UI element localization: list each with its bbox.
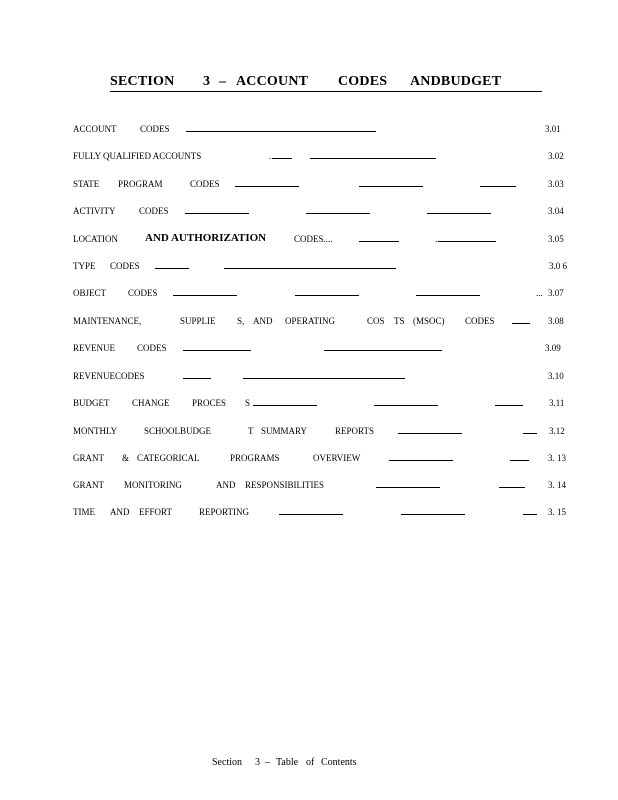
- footer-word: Section: [212, 757, 242, 768]
- leader-line: [324, 350, 442, 351]
- toc-entry-word: LOCATION: [73, 234, 118, 244]
- leader-line: [510, 460, 529, 461]
- footer-word: Contents: [321, 757, 357, 768]
- toc-page-number: 3.02: [548, 151, 564, 161]
- toc-entry-word: ACTIVITY: [73, 206, 116, 216]
- leader-line: [398, 433, 462, 434]
- leader-line: [376, 487, 440, 488]
- toc-entry-word: T: [248, 426, 254, 436]
- toc-entry-word: CODES....: [294, 234, 333, 244]
- toc-entry-word: GRANT: [73, 453, 104, 463]
- leader-line: [306, 213, 370, 214]
- toc-entry-word: OVERVIEW: [313, 453, 361, 463]
- toc-entry-word: COS: [367, 316, 385, 326]
- toc-page-number: 3.07: [548, 288, 564, 298]
- footer-word: Table: [276, 757, 299, 768]
- footer-word: of: [306, 757, 315, 768]
- toc-entry-word: OPERATING: [285, 316, 336, 326]
- toc-entry-word: SCHOOLBUDGE: [144, 426, 212, 436]
- toc-entry[interactable]: [73, 371, 573, 385]
- toc-entry-word: AND: [110, 507, 130, 517]
- leader-line: [512, 323, 530, 324]
- leader-line: [243, 378, 405, 379]
- toc-entry-word: (MSOC): [413, 316, 445, 326]
- toc-entry-word: CODES: [140, 124, 170, 134]
- toc-entry-word: REVENUE: [73, 343, 115, 353]
- toc-page-number: 3.03: [548, 179, 564, 189]
- title-word: ANDBUDGET: [410, 74, 502, 89]
- toc-entry-word: REPORTS: [335, 426, 374, 436]
- title-word: SECTION: [110, 74, 175, 89]
- toc-entry-word: SUPPLIE: [180, 316, 216, 326]
- toc-entry[interactable]: [73, 480, 573, 494]
- leader-line: [438, 241, 496, 242]
- toc-entry-word: .: [269, 151, 272, 161]
- toc-entry-word: SUMMARY: [261, 426, 308, 436]
- toc-entry[interactable]: [73, 206, 573, 220]
- toc-entry-word: AND AUTHORIZATION: [145, 232, 267, 244]
- leader-line: [359, 241, 399, 242]
- leader-line: [523, 514, 537, 515]
- toc-entry-word: PROGRAMS: [230, 453, 280, 463]
- toc-entry[interactable]: [73, 316, 573, 330]
- toc-entry-word: ...: [536, 288, 543, 298]
- title-word: –: [219, 74, 227, 89]
- toc-page-number: 3. 14: [548, 480, 566, 490]
- page-title: [110, 74, 542, 92]
- toc-entry[interactable]: [73, 288, 573, 302]
- leader-line: [495, 405, 523, 406]
- leader-line: [155, 268, 189, 269]
- leader-line: [389, 460, 453, 461]
- toc-page-number: 3.04: [548, 206, 564, 216]
- toc-entry-word: MONITORING: [124, 480, 182, 490]
- toc-entry-word: AND: [253, 316, 273, 326]
- leader-line: [359, 186, 423, 187]
- leader-line: [416, 295, 480, 296]
- toc-entry[interactable]: [73, 426, 573, 440]
- title-word: CODES: [338, 74, 388, 89]
- toc-entry-word: .: [435, 234, 438, 244]
- toc-entry-word: BUDGET: [73, 398, 110, 408]
- toc-entry-word: MAINTENANCE,: [73, 316, 142, 326]
- toc-entry-word: STATE: [73, 179, 100, 189]
- title-word: 3: [203, 74, 211, 89]
- leader-line: [480, 186, 516, 187]
- leader-line: [235, 186, 299, 187]
- leader-line: [499, 487, 525, 488]
- toc-page-number: 3. 13: [548, 453, 566, 463]
- toc-entry[interactable]: [73, 343, 573, 357]
- leader-line: [173, 295, 237, 296]
- toc-entry-word: CATEGORICAL: [137, 453, 200, 463]
- toc-entry-word: CODES: [190, 179, 220, 189]
- toc-entry-word: AND: [216, 480, 236, 490]
- toc-entry-word: GRANT: [73, 480, 104, 490]
- leader-line: [523, 433, 537, 434]
- leader-line: [310, 158, 436, 159]
- leader-line: [427, 213, 491, 214]
- toc-entry-word: CODES: [465, 316, 495, 326]
- toc-entry-word: &: [122, 453, 130, 463]
- toc-entry-word: REVENUECODES: [73, 371, 145, 381]
- toc-entry-word: S,: [237, 316, 245, 326]
- leader-line: [183, 350, 251, 351]
- title-word: ACCOUNT: [236, 74, 309, 89]
- toc-page-number: 3.10: [548, 371, 564, 381]
- toc-entry-word: TIME: [73, 507, 95, 517]
- toc-page-number: 3.01: [545, 124, 561, 134]
- toc-entry[interactable]: [73, 453, 573, 467]
- toc-entry-word: PROGRAM: [118, 179, 163, 189]
- toc-entry-word: TS: [394, 316, 405, 326]
- leader-line: [224, 268, 396, 269]
- toc-entry-word: ACCOUNT: [73, 124, 117, 134]
- toc-page-number: 3.0 6: [549, 261, 567, 271]
- leader-line: [253, 405, 317, 406]
- toc-entry-word: MONTHLY: [73, 426, 118, 436]
- toc-entry-word: PROCES: [192, 398, 227, 408]
- toc-entry[interactable]: [73, 261, 573, 275]
- leader-line: [185, 213, 249, 214]
- leader-line: [272, 158, 292, 159]
- toc-entry-word: REPORTING: [199, 507, 249, 517]
- footer-word: 3: [255, 757, 260, 768]
- footer-word: –: [265, 757, 270, 768]
- toc-page-number: 3.09: [545, 343, 561, 353]
- toc-entry-word: CODES: [128, 288, 158, 298]
- toc-entry-word: TYPE: [73, 261, 96, 271]
- toc-entry-word: RESPONSIBILITIES: [245, 480, 325, 490]
- toc-entry-word: FULLY QUALIFIED ACCOUNTS: [73, 151, 202, 161]
- toc-entry[interactable]: [73, 179, 573, 193]
- leader-line: [295, 295, 359, 296]
- toc-entry-word: EFFORT: [139, 507, 172, 517]
- toc-entry-word: OBJECT: [73, 288, 107, 298]
- toc-page-number: 3.11: [549, 398, 565, 408]
- toc-page-number: 3.12: [549, 426, 565, 436]
- leader-line: [374, 405, 438, 406]
- leader-line: [183, 378, 211, 379]
- toc-entry-word: CHANGE: [132, 398, 170, 408]
- toc-entry[interactable]: [73, 124, 573, 138]
- leader-line: [401, 514, 465, 515]
- toc-entry-word: CODES: [139, 206, 169, 216]
- toc-entry-word: CODES: [137, 343, 167, 353]
- toc-entry[interactable]: [73, 398, 573, 412]
- toc-entry-word: S: [245, 398, 251, 408]
- toc-entry-word: CODES: [110, 261, 140, 271]
- toc-page-number: 3.08: [548, 316, 564, 326]
- leader-line: [186, 131, 376, 132]
- toc-entry[interactable]: [73, 507, 573, 521]
- toc-page-number: 3. 15: [548, 507, 566, 517]
- toc-page-number: 3.05: [548, 234, 564, 244]
- toc-entry[interactable]: [73, 234, 573, 248]
- toc-entry[interactable]: [73, 151, 573, 165]
- leader-line: [279, 514, 343, 515]
